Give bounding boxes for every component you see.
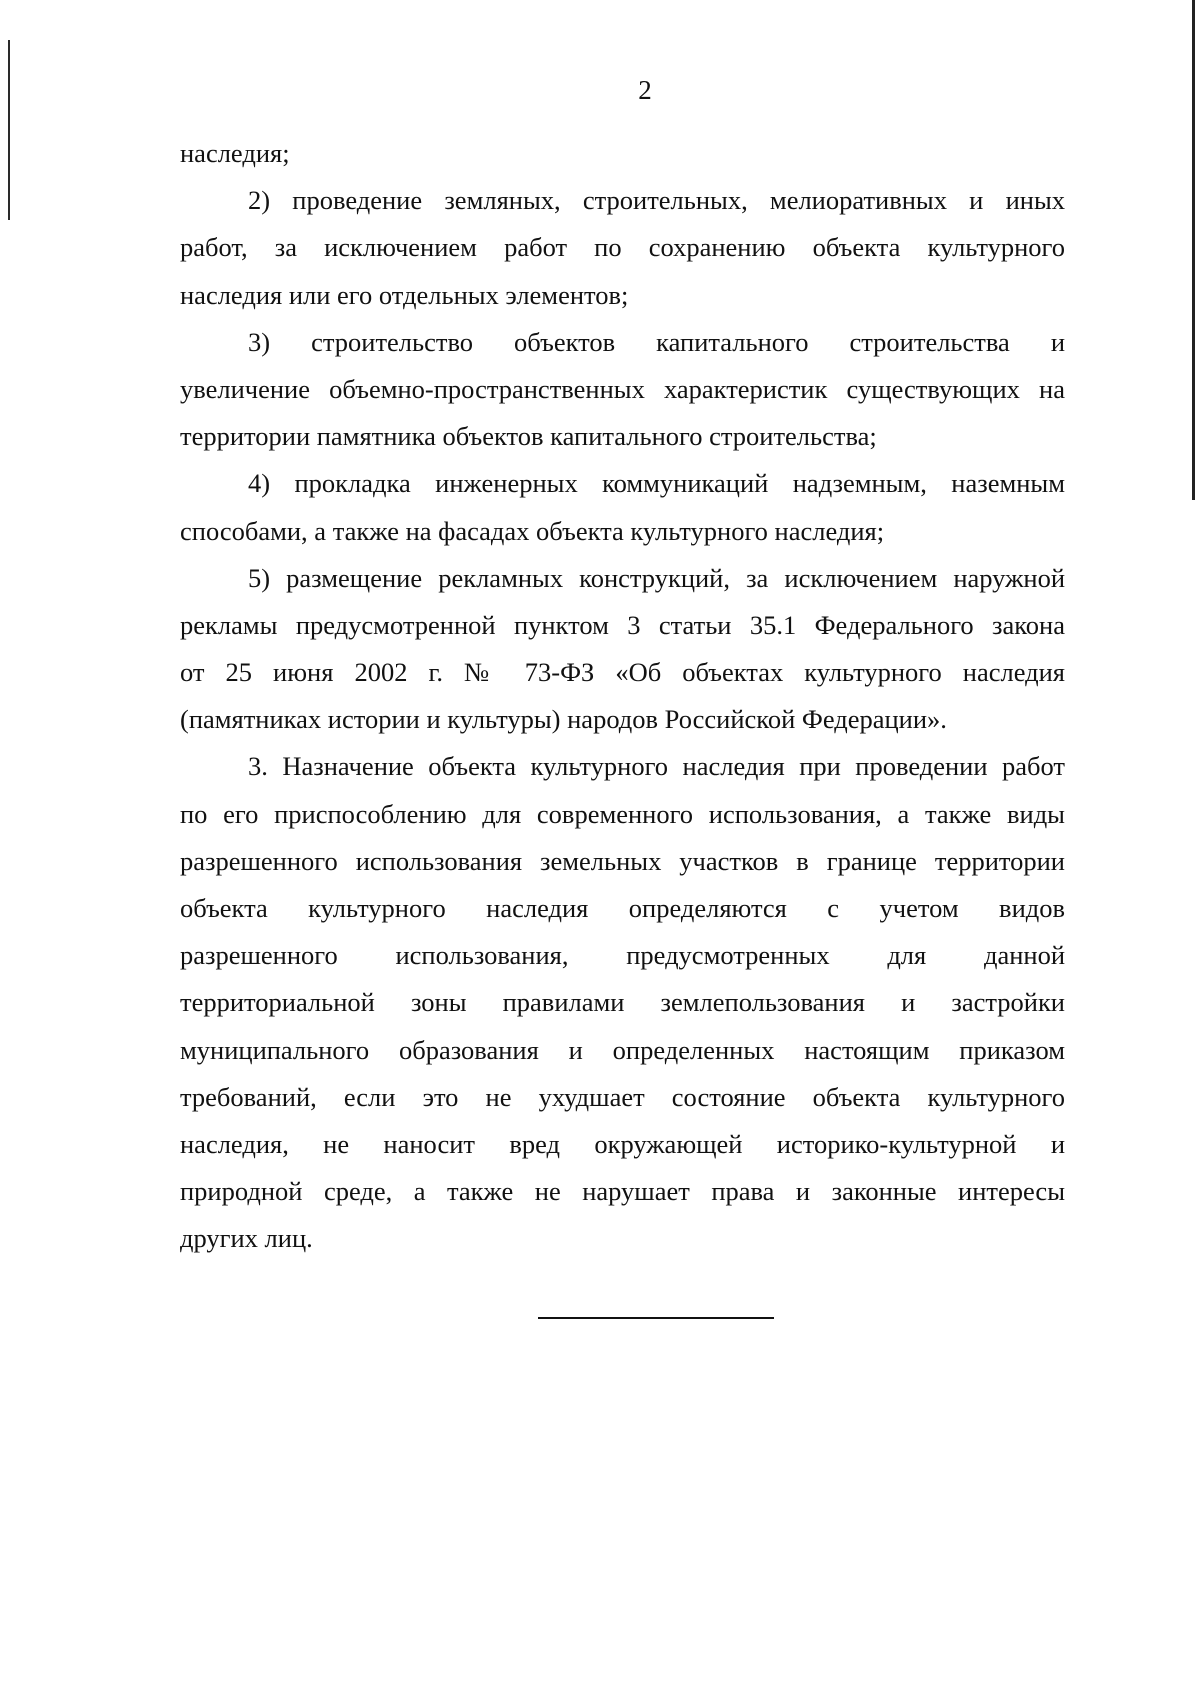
text-line: 3) строительство объектов капитального строительства и: [248, 326, 1065, 357]
text-line: по его приспособлению для современного использования, а также виды: [180, 798, 1065, 829]
end-rule: [538, 1317, 774, 1319]
text-line: способами, а также на фасадах объекта культурного наследия;: [180, 515, 885, 546]
scan-edge-left: [8, 40, 10, 220]
text-line: от 25 июня 2002 г. № 73-ФЗ «Об объектах культурного наследия: [180, 657, 1065, 688]
text-line: разрешенного использования, предусмотренных для данной: [180, 940, 1065, 971]
text-line: наследия или его отдельных элементов;: [180, 279, 629, 310]
text-line: территории памятника объектов капитального строительства;: [180, 421, 877, 452]
text-line: 4) прокладка инженерных коммуникаций надземным, наземным: [248, 468, 1065, 499]
text-line: территориальной зоны правилами землепользования и застройки: [180, 987, 1065, 1018]
text-line: объекта культурного наследия определяются с учетом видов: [180, 893, 1065, 923]
text-line: природной среде, а также не нарушает права и законные интересы: [180, 1176, 1065, 1207]
text-line: требований, если это не ухудшает состояние объекта культурного: [180, 1081, 1065, 1112]
document-body: [180, 130, 1065, 1263]
text-line: 3. Назначение объекта культурного наследия при проведении работ: [248, 751, 1065, 782]
text-line: рекламы предусмотренной пунктом 3 статьи 35.1 Федерального закона: [180, 609, 1065, 640]
text-line: увеличение объемно-пространственных характеристик существующих на: [180, 373, 1065, 404]
text-line: работ, за исключением работ по сохранению объекта культурного: [180, 232, 1065, 263]
text-line: 2) проведение земляных, строительных, мелиоративных и иных: [248, 185, 1065, 216]
text-line: наследия;: [180, 138, 290, 168]
text-line: разрешенного использования земельных участков в границе территории: [180, 845, 1065, 876]
text-line: муниципального образования и определенных настоящим приказом: [180, 1034, 1065, 1065]
text-line: 5) размещение рекламных конструкций, за исключением наружной: [248, 562, 1065, 593]
page-number: 2: [638, 75, 652, 105]
text-line: наследия, не наносит вред окружающей историко-культурной и: [180, 1128, 1065, 1159]
text-line: (памятниках истории и культуры) народов Российской Федерации».: [180, 704, 947, 735]
text-line: других лиц.: [180, 1223, 313, 1254]
